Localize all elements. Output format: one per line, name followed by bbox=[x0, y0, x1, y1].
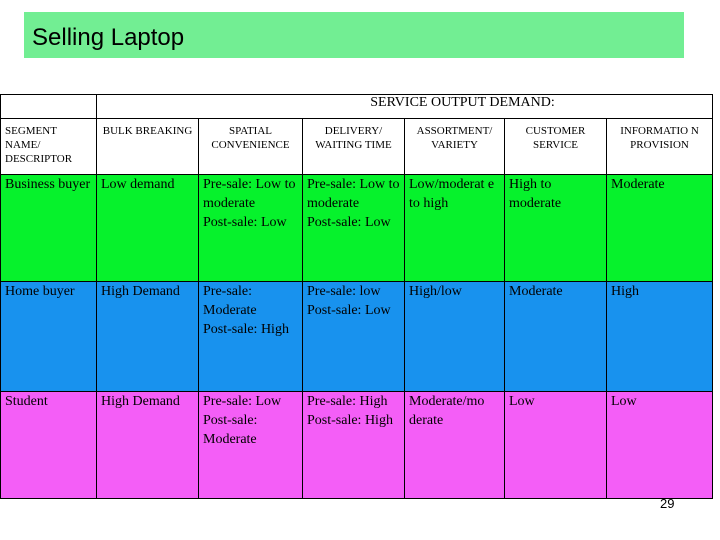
column-header-delivery: DELIVERY/ WAITING TIME bbox=[303, 119, 405, 175]
slide-title: Selling Laptop bbox=[32, 24, 185, 51]
cell-delivery bbox=[303, 392, 405, 499]
column-header-segment: SEGMENT NAME/ DESCRIPTOR bbox=[1, 119, 97, 175]
delivery-pre: Pre-sale: Low to moderate bbox=[307, 177, 400, 211]
cell-bulk: High Demand bbox=[97, 282, 199, 392]
cell-service: Moderate bbox=[505, 282, 607, 392]
table-header-label: SERVICE OUTPUT DEMAND: bbox=[370, 95, 555, 110]
delivery-post: Post-sale: High bbox=[307, 413, 393, 428]
table-row bbox=[1, 392, 713, 499]
cell-assortment: High/low bbox=[405, 282, 505, 392]
table-header bbox=[97, 95, 713, 119]
spatial-post: Post-sale: Low bbox=[203, 215, 287, 230]
cell-information: Low bbox=[607, 392, 713, 499]
cell-information: Moderate bbox=[607, 175, 713, 282]
column-header-row bbox=[1, 119, 713, 175]
spatial-pre: Pre-sale: Moderate bbox=[203, 284, 257, 318]
cell-service: High to moderate bbox=[505, 175, 607, 282]
service-output-table bbox=[0, 94, 713, 499]
spatial-post: Post-sale: Moderate bbox=[203, 413, 258, 447]
cell-spatial bbox=[199, 282, 303, 392]
cell-spatial bbox=[199, 392, 303, 499]
column-header-assortment: ASSORTMENT/ VARIETY bbox=[405, 119, 505, 175]
cell-spatial bbox=[199, 175, 303, 282]
cell-delivery bbox=[303, 282, 405, 392]
corner-cell bbox=[1, 95, 97, 119]
column-header-bulk: BULK BREAKING bbox=[97, 119, 199, 175]
cell-information: High bbox=[607, 282, 713, 392]
delivery-pre: Pre-sale: High bbox=[307, 394, 388, 409]
delivery-post: Post-sale: Low bbox=[307, 215, 391, 230]
delivery-pre: Pre-sale: low bbox=[307, 284, 381, 299]
slide-title-bar bbox=[24, 12, 684, 58]
cell-service: Low bbox=[505, 392, 607, 499]
column-header-information: INFORMATIO N PROVISION bbox=[607, 119, 713, 175]
column-header-service: CUSTOMER SERVICE bbox=[505, 119, 607, 175]
table-row bbox=[1, 282, 713, 392]
spatial-pre: Pre-sale: Low to moderate bbox=[203, 177, 296, 211]
cell-bulk: Low demand bbox=[97, 175, 199, 282]
row-label-home: Home buyer bbox=[1, 282, 97, 392]
cell-assortment: Moderate/mo derate bbox=[405, 392, 505, 499]
table-row bbox=[1, 175, 713, 282]
cell-assortment: Low/moderat e to high bbox=[405, 175, 505, 282]
row-label-business: Business buyer bbox=[1, 175, 97, 282]
cell-delivery bbox=[303, 175, 405, 282]
cell-bulk: High Demand bbox=[97, 392, 199, 499]
spatial-pre: Pre-sale: Low bbox=[203, 394, 282, 409]
delivery-post: Post-sale: Low bbox=[307, 303, 391, 318]
page-number: 29 bbox=[660, 496, 675, 511]
column-header-spatial: SPATIAL CONVENIENCE bbox=[199, 119, 303, 175]
row-label-student: Student bbox=[1, 392, 97, 499]
spatial-post: Post-sale: High bbox=[203, 322, 289, 337]
